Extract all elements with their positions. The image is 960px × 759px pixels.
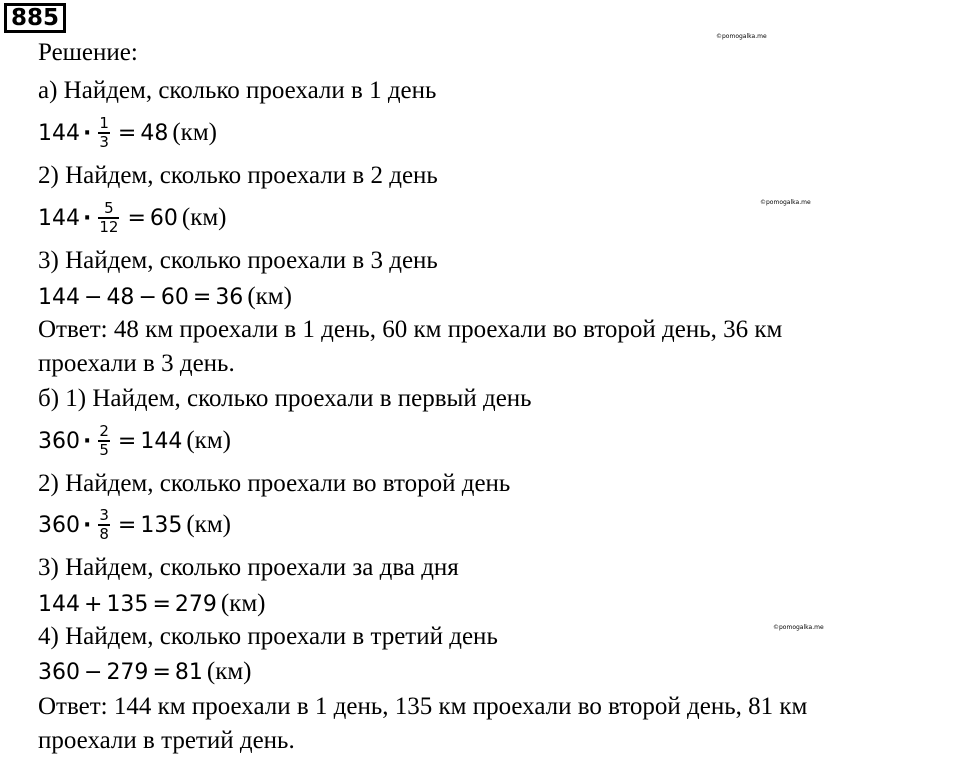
equals-sign: = xyxy=(192,284,212,310)
minus-sign: − xyxy=(84,284,103,310)
part-b-equation-2 xyxy=(38,503,231,547)
fraction xyxy=(98,115,110,150)
plus-sign: + xyxy=(84,591,103,617)
problem-number-badge: 885 xyxy=(4,3,66,33)
equals-sign: = xyxy=(127,205,146,231)
result: 279 xyxy=(174,591,217,617)
result: 144 xyxy=(140,428,183,454)
result: 60 xyxy=(149,205,178,231)
equals-sign: = xyxy=(152,591,171,617)
numerator: 1 xyxy=(99,114,109,133)
watermark-top: ©pomogalka.me xyxy=(716,33,767,40)
operand: 144 xyxy=(38,284,80,310)
minus-sign: − xyxy=(84,659,103,685)
part-a-step-2: 2) Найдем, сколько проехали в 2 день xyxy=(38,162,438,189)
unit: (км) xyxy=(220,590,266,617)
fraction xyxy=(98,200,119,235)
denominator: 8 xyxy=(99,524,109,543)
part-b-equation-3 xyxy=(38,582,266,626)
equals-sign: = xyxy=(117,428,137,454)
part-a-answer-line-2: проехали в 3 день. xyxy=(38,350,235,377)
part-a-equation-1 xyxy=(38,111,217,155)
unit: (км) xyxy=(186,511,231,538)
result: 48 xyxy=(140,120,169,146)
unit: (км) xyxy=(206,658,252,685)
numerator: 3 xyxy=(99,506,109,525)
equals-sign: = xyxy=(152,659,171,685)
part-a-equation-3 xyxy=(38,275,292,319)
part-b-step-3: 3) Найдем, сколько проехали за два дня xyxy=(38,554,459,581)
part-a-equation-2 xyxy=(38,196,227,240)
result: 81 xyxy=(174,659,203,685)
watermark-bottom: ©pomogalka.me xyxy=(773,624,824,631)
operand: 48 xyxy=(106,284,135,310)
solution-heading: Решение: xyxy=(38,39,138,66)
unit: (км) xyxy=(186,427,231,454)
equals-sign: = xyxy=(117,120,137,146)
denominator: 5 xyxy=(99,440,109,459)
numerator: 2 xyxy=(99,422,109,441)
operand: 360 xyxy=(38,512,80,538)
part-b-equation-4 xyxy=(38,650,252,694)
operand: 144 xyxy=(38,205,80,231)
part-b-step-1: б) 1) Найдем, сколько проехали в первый день xyxy=(38,385,532,412)
operand: 360 xyxy=(38,428,80,454)
part-b-equation-1 xyxy=(38,419,231,463)
part-a-answer-line-1: Ответ: 48 км проехали в 1 день, 60 км проехали во второй день, 36 км xyxy=(38,316,783,343)
part-b-step-4: 4) Найдем, сколько проехали в третий день xyxy=(38,623,498,650)
numerator: 5 xyxy=(104,199,114,218)
operand: 135 xyxy=(106,591,149,617)
result: 135 xyxy=(140,512,183,538)
operand: 360 xyxy=(38,659,80,685)
multiply-sign: · xyxy=(83,512,92,538)
multiply-sign: · xyxy=(83,205,92,231)
denominator: 3 xyxy=(99,132,109,151)
multiply-sign: · xyxy=(83,120,92,146)
fraction xyxy=(98,423,110,458)
operand: 144 xyxy=(38,591,80,617)
unit: (км) xyxy=(181,204,227,231)
equals-sign: = xyxy=(117,512,137,538)
operand: 144 xyxy=(38,120,80,146)
result: 36 xyxy=(215,284,244,310)
watermark-middle: ©pomogalka.me xyxy=(760,199,811,206)
unit: (км) xyxy=(172,119,217,146)
part-a-step-3: 3) Найдем, сколько проехали в 3 день xyxy=(38,247,438,274)
denominator: 12 xyxy=(99,217,119,236)
multiply-sign: · xyxy=(83,428,92,454)
minus-sign: − xyxy=(138,284,157,310)
part-a-step-1: а) Найдем, сколько проехали в 1 день xyxy=(38,77,437,104)
part-b-answer-line-2: проехали в третий день. xyxy=(38,727,295,754)
part-b-step-2: 2) Найдем, сколько проехали во второй день xyxy=(38,470,511,497)
part-b-answer-line-1: Ответ: 144 км проехали в 1 день, 135 км проехали во второй день, 81 км xyxy=(38,693,808,720)
fraction xyxy=(98,507,110,542)
operand: 279 xyxy=(106,659,149,685)
unit: (км) xyxy=(247,283,292,310)
operand: 60 xyxy=(160,284,189,310)
